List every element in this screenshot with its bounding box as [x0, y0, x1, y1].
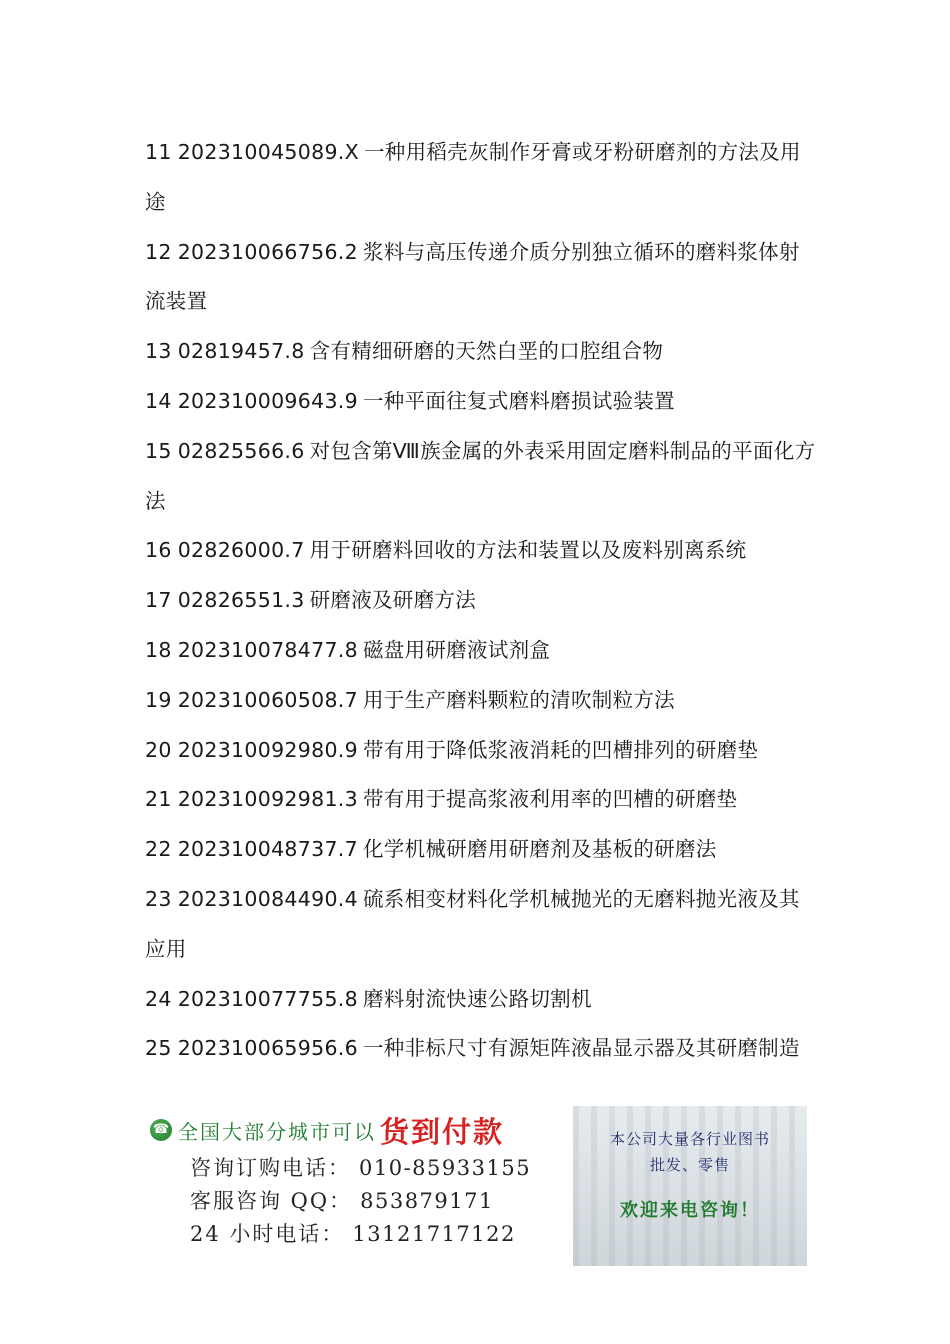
ad-lead-text: 全国大部分城市可以: [178, 1119, 376, 1144]
list-item: [145, 975, 817, 1025]
qq-line: [190, 1185, 560, 1218]
application-number: 202310065956.6: [177, 1036, 358, 1061]
application-number: 02826000.7: [177, 538, 305, 563]
application-number: 202310060508.7: [177, 687, 358, 712]
qq-label: 客服咨询 QQ：: [190, 1189, 353, 1213]
order-phone-line: [190, 1152, 560, 1185]
list-item: [145, 228, 817, 328]
ad-banner-bookstore: [573, 1106, 807, 1266]
entry-title: 研磨液及研磨方法: [309, 588, 476, 613]
application-number: 202310084490.4: [177, 886, 358, 911]
entry-number: 11: [145, 140, 172, 164]
entry-number: 15: [145, 438, 172, 463]
application-number: 202310048737.7: [177, 837, 358, 862]
list-item: [145, 576, 817, 626]
list-item: [145, 377, 817, 427]
entry-number: 18: [145, 637, 172, 662]
application-number: 02826551.3: [177, 588, 305, 613]
entry-number: 24: [145, 986, 172, 1011]
order-phone-label: 咨询订购电话：: [190, 1156, 351, 1180]
qq-number: 853879171: [360, 1189, 494, 1213]
entry-number: 14: [145, 388, 172, 413]
patent-list: [145, 128, 817, 1074]
entry-number: 16: [145, 538, 172, 563]
list-item: [145, 875, 817, 975]
entry-title: 带有用于提高浆液利用率的凹槽的研磨垫: [362, 787, 738, 812]
entry-title: 对包含第Ⅷ族金属的外表采用固定磨料制品的平面化方法: [145, 438, 816, 513]
list-item: [145, 526, 817, 576]
entry-title: 一种平面往复式磨料磨损试验装置: [362, 388, 675, 413]
list-item: [145, 1024, 817, 1074]
entry-number: 12: [145, 239, 172, 264]
entry-number: 20: [145, 737, 172, 762]
order-phone-number: 010-85933155: [359, 1156, 532, 1180]
hotline-line: [190, 1218, 560, 1251]
application-number: 202310078477.8: [177, 637, 358, 662]
application-number: 202310009643.9: [177, 388, 358, 413]
application-number: 02819457.8: [177, 339, 305, 364]
application-number: 202310077755.8: [177, 986, 358, 1011]
list-item: [145, 676, 817, 726]
application-number: 202310045089.X: [177, 140, 359, 164]
entry-title: 含有精细研磨的天然白垩的口腔组合物: [309, 339, 664, 364]
entry-number: 25: [145, 1036, 172, 1061]
entry-number: 19: [145, 687, 172, 712]
bookstore-line-1: 本公司大量各行业图书: [609, 1130, 770, 1148]
entry-title: 浆料与高压传递介质分别独立循环的磨料浆体射流装置: [145, 239, 800, 314]
entry-title: 一种用稻壳灰制作牙膏或牙粉研磨剂的方法及用途: [145, 140, 801, 214]
list-item: [145, 825, 817, 875]
entry-number: 22: [145, 837, 172, 862]
application-number: 202310066756.2: [177, 239, 358, 264]
entry-title: 硫系相变材料化学机械抛光的无磨料抛光液及其应用: [145, 886, 800, 961]
ad-banner-contact: [150, 1108, 560, 1268]
bookstore-line-2: 批发、零售: [649, 1156, 730, 1174]
list-item: [145, 128, 817, 228]
entry-number: 13: [145, 339, 172, 364]
entry-title: 磁盘用研磨液试剂盒: [362, 637, 551, 662]
entry-title: 用于研磨料回收的方法和装置以及废料别离系统: [309, 538, 747, 563]
cash-on-delivery-text: 货到付款: [380, 1114, 505, 1149]
application-number: 202310092981.3: [177, 787, 358, 812]
bookstore-line-3: 欢迎来电咨询！: [620, 1200, 760, 1221]
list-item: [145, 775, 817, 825]
hotline-label: 24 小时电话：: [190, 1222, 345, 1246]
entry-title: 磨料射流快速公路切割机: [362, 986, 592, 1011]
entry-number: 21: [145, 787, 172, 812]
entry-title: 带有用于降低浆液消耗的凹槽排列的研磨垫: [362, 737, 759, 762]
list-item: [145, 427, 817, 527]
list-item: [145, 327, 817, 377]
application-number: 202310092980.9: [177, 737, 358, 762]
ad-headline: [150, 1108, 560, 1152]
entry-number: 23: [145, 886, 172, 911]
list-item: [145, 626, 817, 676]
entry-title: 用于生产磨料颗粒的清吹制粒方法: [362, 687, 675, 712]
entry-number: 17: [145, 588, 172, 613]
application-number: 02825566.6: [177, 438, 305, 463]
entry-title: 一种非标尺寸有源矩阵液晶显示器及其研磨制造: [362, 1036, 800, 1061]
phone-icon: ☎: [150, 1119, 172, 1141]
hotline-number: 13121717122: [352, 1222, 516, 1246]
entry-title: 化学机械研磨用研磨剂及基板的研磨法: [362, 837, 717, 862]
list-item: [145, 726, 817, 776]
